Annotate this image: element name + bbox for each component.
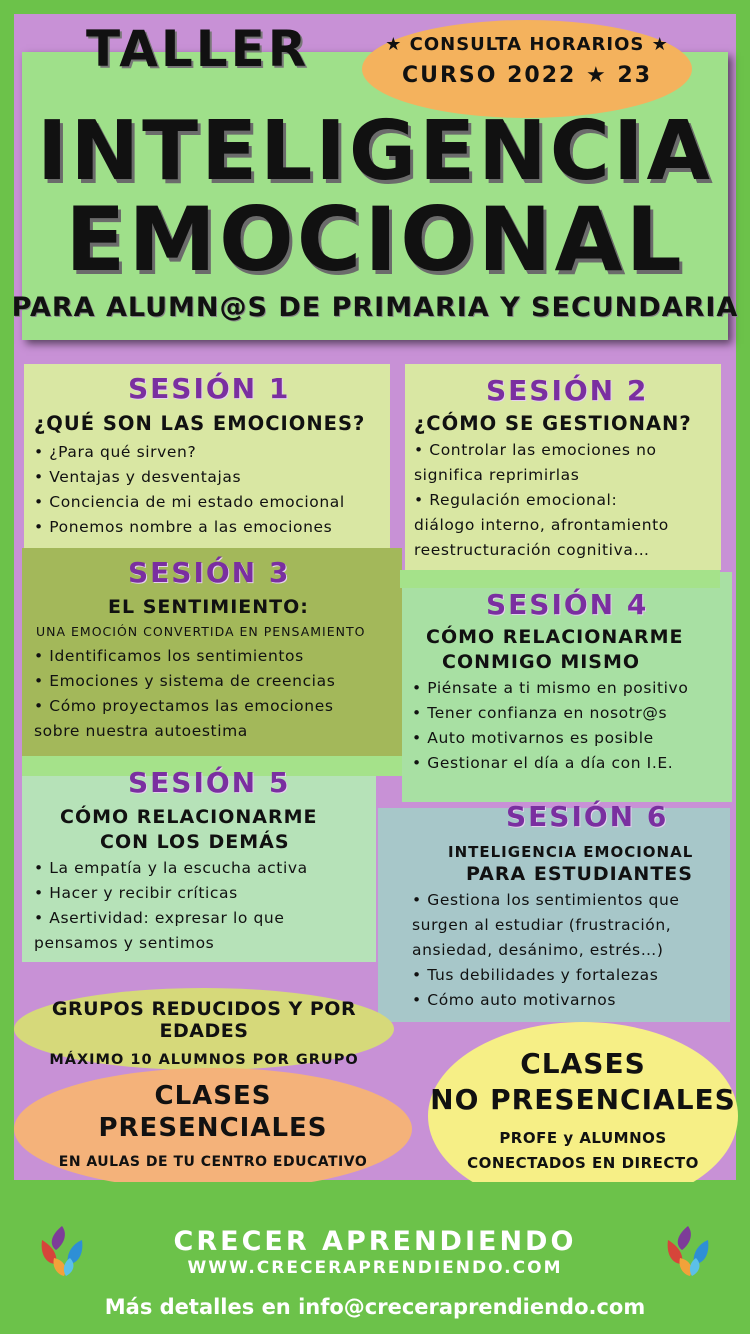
session-2-items [414, 438, 669, 563]
schedule-badge-line2: CURSO 2022 ★ 23 [401, 63, 653, 88]
session-2-heading: ¿CÓMO SE GESTIONAN? [414, 412, 692, 435]
list-item: • Ponemos nombre a las emociones [34, 518, 333, 536]
session-2-label: SESIÓN 2 [486, 374, 649, 407]
presenciales-line1: CLASES [154, 1081, 272, 1111]
list-item: • Controlar las emociones no [414, 441, 657, 459]
online-detail1: PROFE y ALUMNOS [499, 1129, 667, 1147]
session-5-items [34, 856, 308, 956]
presenciales-line2: PRESENCIALES [98, 1113, 328, 1143]
groups-detail: MÁXIMO 10 ALUMNOS POR GRUPO [49, 1052, 359, 1068]
session-5-label: SESIÓN 5 [128, 766, 291, 799]
list-item: • Conciencia de mi estado emocional [34, 493, 345, 511]
groups-badge [14, 988, 394, 1070]
list-item: • Gestionar el día a día con I.E. [412, 754, 674, 772]
session-4-label: SESIÓN 4 [486, 588, 649, 621]
list-item: • Tener confianza en nosotr@s [412, 704, 668, 722]
list-item: • Regulación emocional: [414, 491, 618, 509]
brand-name: CRECER APRENDIENDO [173, 1226, 577, 1257]
list-item: • Asertividad: expresar lo que [34, 909, 285, 927]
subtitle: PARA ALUMN@S DE PRIMARIA Y SECUNDARIA [11, 292, 739, 323]
session-6-heading-line2: PARA ESTUDIANTES [466, 863, 693, 885]
list-item: • La empatía y la escucha activa [34, 859, 308, 877]
session-6-label: SESIÓN 6 [506, 800, 669, 833]
list-item: significa reprimirlas [414, 466, 580, 484]
list-item: surgen al estudiar (frustración, [412, 916, 672, 934]
list-item: • Piénsate a ti mismo en positivo [412, 679, 689, 697]
online-line1: CLASES [520, 1047, 646, 1080]
list-item: • Identificamos los sentimientos [34, 647, 304, 665]
groups-title: GRUPOS REDUCIDOS Y POR EDADES [51, 998, 357, 1042]
website-link[interactable]: WWW.CRECERAPRENDIENDO.COM [187, 1258, 563, 1278]
session-4-items [412, 676, 688, 776]
list-item: • ¿Para qué sirven? [34, 443, 197, 461]
list-item: pensamos y sentimos [34, 934, 215, 952]
presenciales-detail: EN AULAS DE TU CENTRO EDUCATIVO [58, 1154, 368, 1170]
list-item: • Hacer y recibir críticas [34, 884, 238, 902]
list-item: sobre nuestra autoestima [34, 722, 248, 740]
title-line2: EMOCIONAL [65, 188, 685, 291]
online-line2: NO PRESENCIALES [430, 1083, 736, 1116]
list-item: • Auto motivarnos es posible [412, 729, 654, 747]
session-6-items [412, 888, 680, 1013]
list-item: • Emociones y sistema de creencias [34, 672, 336, 690]
session-3-items [34, 644, 335, 744]
list-item: • Ventajas y desventajas [34, 468, 242, 486]
list-item: • Cómo proyectamos las emociones [34, 697, 334, 715]
session-5-heading-line2: CON LOS DEMÁS [100, 831, 290, 853]
contact-email[interactable]: Más detalles en info@creceraprendiendo.com [104, 1295, 646, 1319]
session-1-items [34, 440, 345, 540]
session-6-heading-line1: INTELIGENCIA EMOCIONAL [448, 843, 694, 861]
session-5-heading-line1: CÓMO RELACIONARME [60, 806, 318, 828]
session-1-heading: ¿QUÉ SON LAS EMOCIONES? [34, 412, 366, 435]
list-item: • Gestiona los sentimientos que [412, 891, 680, 909]
list-item: • Tus debilidades y fortalezas [412, 966, 659, 984]
online-detail2: CONECTADOS EN DIRECTO [467, 1154, 699, 1172]
session-1-label: SESIÓN 1 [128, 372, 291, 405]
presenciales-badge [14, 1068, 412, 1190]
list-item: reestructuración cognitiva… [414, 541, 650, 559]
session-3-subheading: UNA EMOCIÓN CONVERTIDA EN PENSAMIENTO [36, 624, 366, 639]
divider-strip [400, 570, 720, 588]
session-3-label: SESIÓN 3 [128, 556, 291, 589]
taller-label: TALLER [86, 20, 310, 78]
session-4-heading-line2: CONMIGO MISMO [442, 651, 641, 673]
list-item: diálogo interno, afrontamiento [414, 516, 669, 534]
list-item: • Cómo auto motivarnos [412, 991, 617, 1009]
title-line1: INTELIGENCIA [37, 104, 713, 199]
schedule-badge-line1: ★ CONSULTA HORARIOS ★ [385, 34, 669, 55]
session-4-heading-line1: CÓMO RELACIONARME [426, 626, 684, 648]
list-item: ansiedad, desánimo, estrés…) [412, 941, 664, 959]
session-3-heading: EL SENTIMIENTO: [108, 596, 309, 618]
